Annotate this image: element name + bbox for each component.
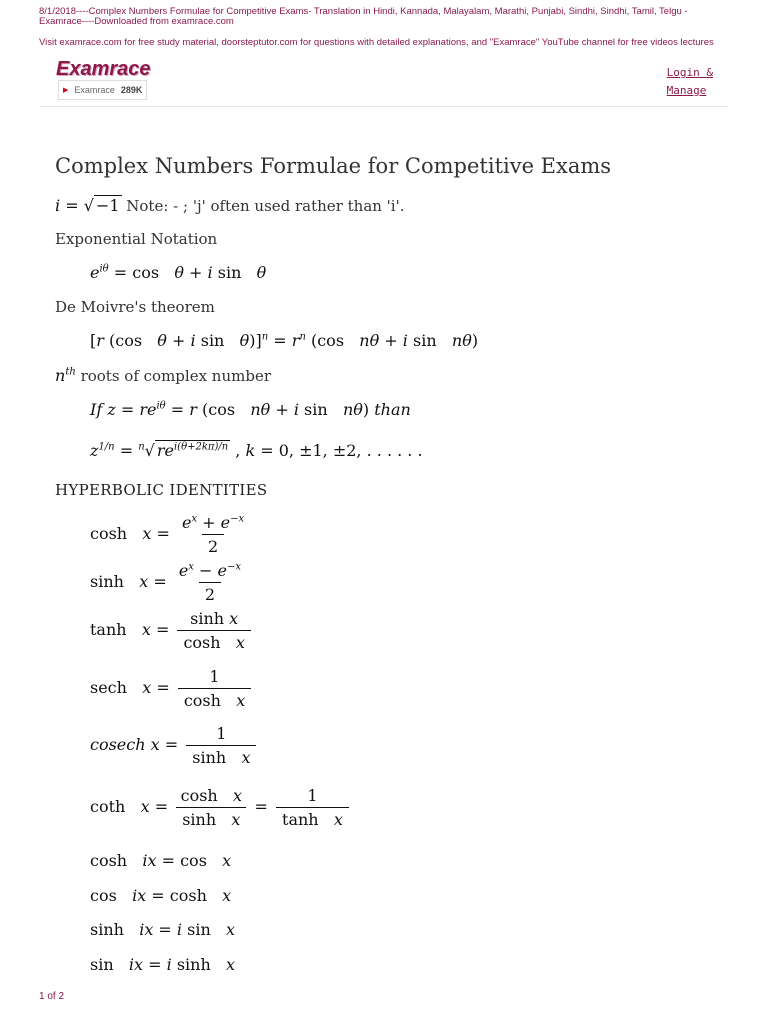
hyperbolic-identities-heading: HYPERBOLIC IDENTITIES [55, 481, 268, 499]
imaginary-unit-formula: i = √ −1 [55, 196, 120, 215]
subscriber-count: 289K [120, 85, 143, 95]
coth-formula: coth x = $\frac{\text{cosh x}}{\text{sinh x}}$ = $\frac{1}{\text{tanh x}}$ [90, 786, 352, 829]
tanh-formula: tanh x = $\frac{\text{sinh x}}{\text{cosh x}}$ [90, 609, 254, 652]
polar-form-formula: If $z = re^{i\theta} = r$ (cos nθ + i sin nθ) than [90, 400, 411, 419]
page-title: Complex Numbers Formulae for Competitive Exams [55, 154, 612, 178]
promo-note: Visit examrace.com for free study material, doorsteptutor.com for questions with detailed explanations, and "Examrace" YouTube channel for free videos lectures [39, 37, 714, 48]
demoivre-formula: [r (cos θ + i $\sin \theta)]^n = r^n$ (cos nθ + i sin nθ) [90, 331, 479, 350]
cos-ix-identity: cos ix = cosh x [90, 886, 232, 905]
header-divider [40, 106, 728, 107]
page-number: 1 of 2 [39, 991, 65, 1002]
cosh-ix-identity: cosh ix = cos x [90, 851, 232, 870]
sinh-formula: sinh x = $\frac{e^x - e^{-x}}{2}$ [90, 561, 241, 604]
nth-roots-label: $n^{th}$ roots of complex number [55, 366, 271, 385]
youtube-channel-name: Examrace [74, 85, 115, 95]
note-text: Note: - ; 'j' often used rather than 'i'. [126, 197, 405, 215]
sinh-ix-identity: sinh ix = i sin x [90, 920, 236, 939]
cosech-formula: cosech x = $\frac{1}{\text{sinh x}}$ [90, 724, 259, 767]
login-manage-link-group [667, 64, 713, 100]
exponential-notation-label: Exponential Notation [55, 230, 218, 248]
manage-link[interactable]: Manage [666, 84, 707, 97]
sin-ix-identity: sin ix = i sinh x [90, 955, 236, 974]
login-link[interactable]: Login & [666, 66, 713, 79]
sech-formula: sech x = $\frac{1}{\text{cosh x}}$ [90, 667, 254, 710]
page-header-note: 8/1/2018----Complex Numbers Formulae for Competitive Exams- Translation in Hindi, Kannada, Malayalam, Marathi, Punjabi, Sindhi, Sindhi, Tamil, Telgu - Examrace----Downloaded from examrace.com [39, 6, 688, 27]
demoivre-label: De Moivre's theorem [55, 298, 215, 316]
imaginary-unit-line [55, 195, 405, 215]
play-icon: ▶ [63, 87, 69, 94]
youtube-subscribe-badge[interactable] [58, 80, 147, 100]
nth-root-formula: $z^{1/n} = ^n√$ $re^{i(\theta+2k\pi)/n}$ , k = 0, ±1, ±2, . . . . . . [90, 441, 423, 460]
euler-formula: $e^{i\theta} = \cos \theta + i$ sin θ [90, 263, 267, 282]
examrace-logo[interactable]: Examrace [56, 58, 151, 80]
cosh-formula: cosh x = $\frac{e^x + e^{-x}}{2}$ [90, 513, 245, 556]
